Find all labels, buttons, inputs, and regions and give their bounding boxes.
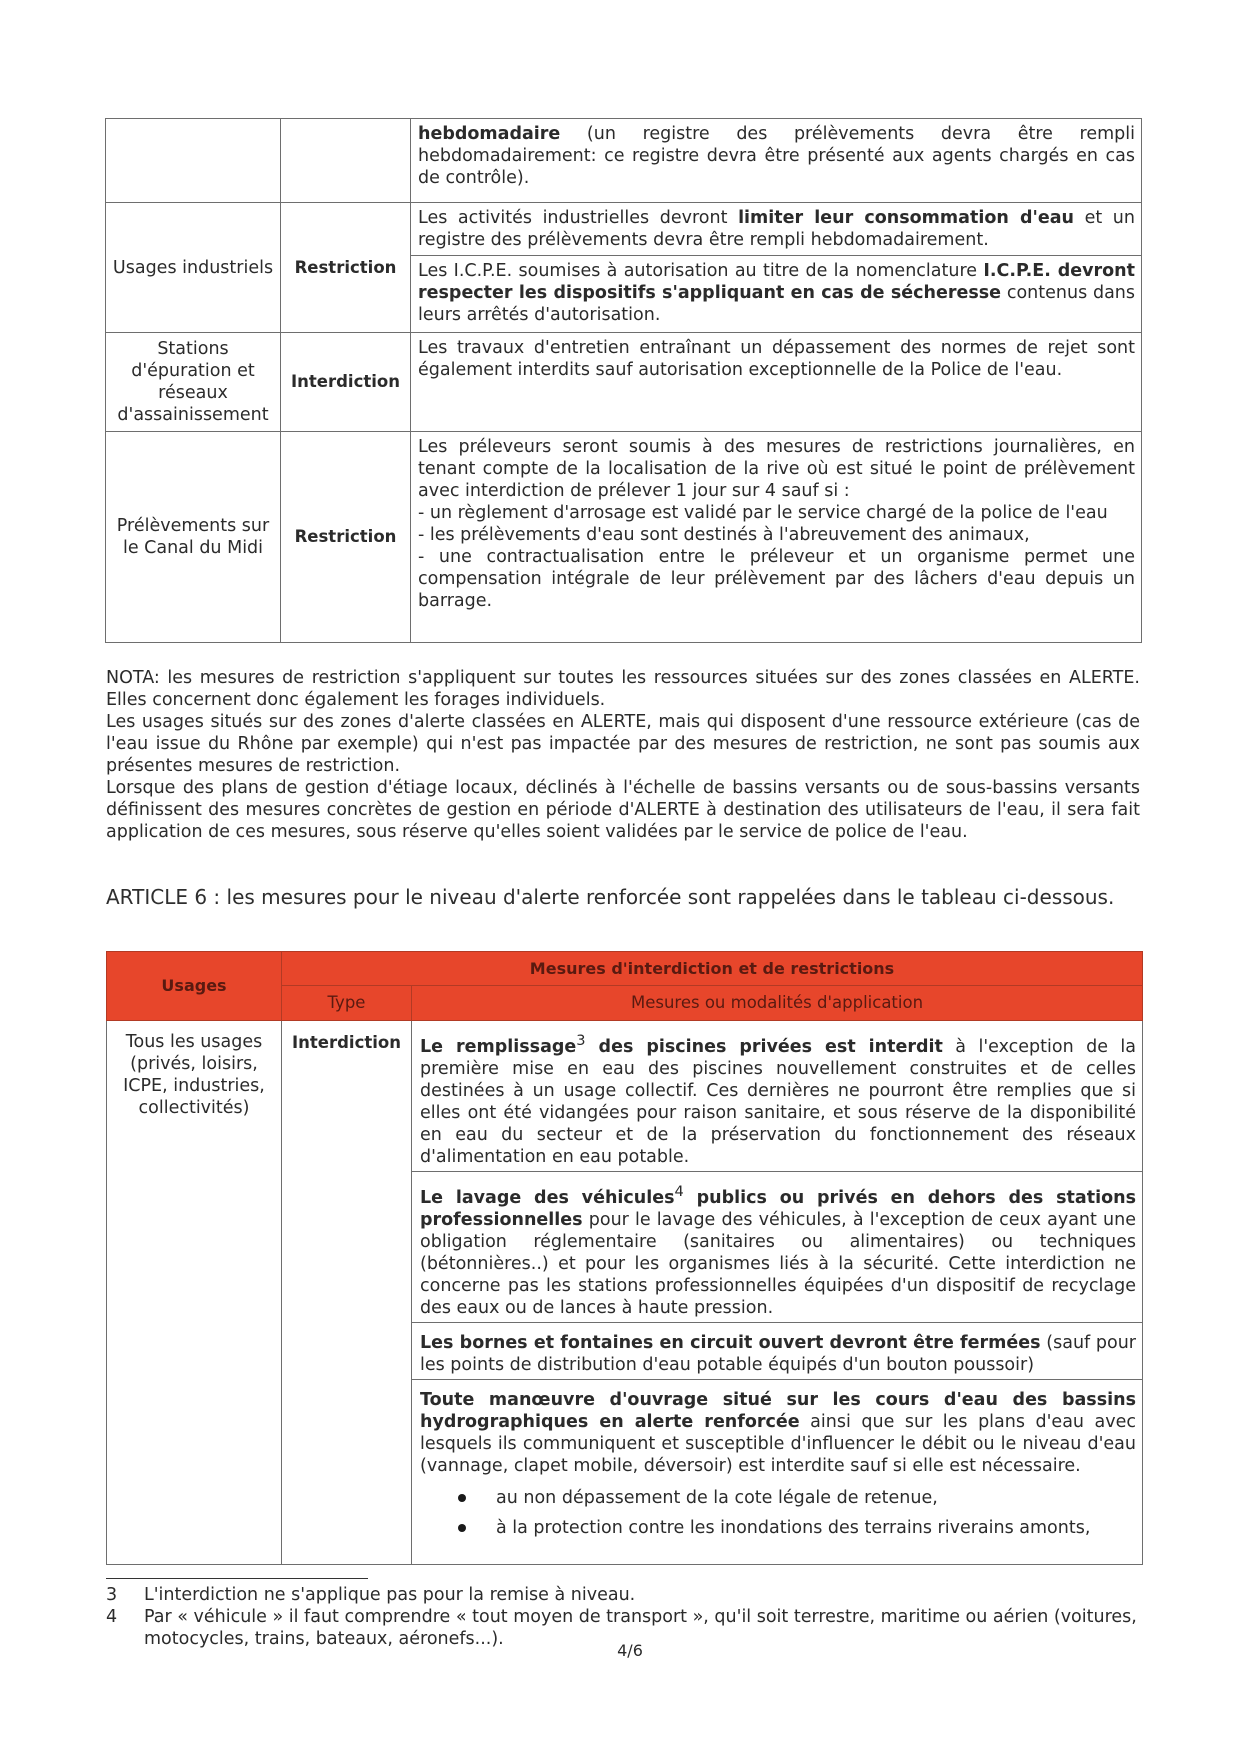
mesure-bold-text: hebdomadaire xyxy=(418,124,561,144)
header-modalites: Mesures ou modalités d'application xyxy=(412,986,1143,1021)
mesure-text: et un registre des prélèvements devra être rempli hebdomadairement. xyxy=(418,208,1135,250)
mesure-line: - un règlement d'arrosage est validé par le service chargé de la police de l'eau xyxy=(418,503,1108,523)
type-label: Interdiction xyxy=(281,333,411,432)
mesure-bold-text: limiter leur consommation d'eau xyxy=(738,208,1074,228)
footnote-ref: 3 xyxy=(576,1032,586,1049)
mesure-text: contenus dans leurs arrêtés d'autorisation. xyxy=(418,283,1136,325)
footnote-text: Par « véhicule » il faut comprendre « tout moyen de transport », qu'il soit terrestre, maritime ou aérien (voitures, motocycles, trains, bateaux, aéronefs...). xyxy=(144,1607,1137,1649)
table-cell-mesure xyxy=(412,1322,1143,1379)
table-header-row xyxy=(107,952,1143,986)
mesure-bold-text: des piscines privées est interdit xyxy=(585,1036,943,1057)
mesure-text: ainsi que sur les plans d'eau avec lesquels ils communiquent et susceptible d'influencer le débit ou le niveau d'eau (vannage, clapet mobile, déversoir) est interdite sauf si elle est nécessaire. xyxy=(420,1411,1137,1476)
mesure-bold-text: Le remplissage xyxy=(420,1036,577,1057)
footnote-number: 4 xyxy=(106,1607,118,1627)
mesure-text: Les I.C.P.E. soumises à autorisation au titre de la nomenclature xyxy=(418,261,984,281)
nota-paragraph: Les usages situés sur des zones d'alerte classées en ALERTE, mais qui disposent d'une ressource extérieure (cas de l'eau issue du Rhône par exemple) qui n'est pas impactée par des mesures de restriction, ne sont pas soumis aux présentes mesures de restriction. xyxy=(106,712,1140,776)
table-cell-mesure xyxy=(412,1021,1143,1172)
mesure-bold-text: I.C.P.E. devront respecter les dispositifs s'appliquant en cas de sécheresse xyxy=(418,261,1135,303)
footnote-text: L'interdiction ne s'applique pas pour la remise à niveau. xyxy=(144,1585,636,1605)
bullet-item: à la protection contre les inondations des terrains riverains amonts, xyxy=(454,1513,1136,1543)
mesure-bold-text: Le lavage des véhicules xyxy=(420,1187,675,1208)
header-usages: Usages xyxy=(107,952,282,1021)
nota-paragraph: NOTA: les mesures de restriction s'appliquent sur toutes les ressources situées sur des zones classées en ALERTE. Elles concernent donc également les forages individuels. xyxy=(106,668,1140,710)
table-row xyxy=(106,203,1142,256)
nota-block xyxy=(106,667,1140,843)
usage-label: Usages industriels xyxy=(106,203,281,333)
footnote-ref: 4 xyxy=(674,1182,684,1200)
table-row xyxy=(106,333,1142,432)
table-cell-usage xyxy=(106,119,281,203)
alerte-renforcee-table xyxy=(106,951,1143,1565)
header-type: Type xyxy=(282,986,412,1021)
mesure-text: (un registre des prélèvements devra être rempli hebdomadairement: ce registre devra être présenté aux agents chargés en cas de contrôle). xyxy=(418,124,1135,188)
mesure-line: - les prélèvements d'eau sont destinés à l'abreuvement des animaux, xyxy=(418,525,1030,545)
restrictions-table-continued xyxy=(105,118,1142,643)
mesure-line: Les préleveurs seront soumis à des mesures de restrictions journalières, en tenant compte de la localisation de la rive où est situé le point de prélèvement avec interdiction de prélever 1 jour sur 4 sauf si : xyxy=(418,437,1135,501)
article-6-heading: ARTICLE 6 : les mesures pour le niveau d'alerte renforcée sont rappelées dans le tableau ci-dessous. xyxy=(106,885,1115,909)
bullet-list xyxy=(454,1483,1136,1543)
mesure-text: à l'exception de la première mise en eau des piscines nouvellement construites et de celles destinées à un usage collectif. Ces dernières ne pourront être remplies que si elles ont été vidangées pour raison sanitaire, et sous réserve de la disponibilité en eau du secteur et de la préservation du fonctionnement des réseaux d'alimentation en eau potable. xyxy=(420,1036,1136,1167)
table-cell-mesure xyxy=(412,1171,1143,1322)
table-row xyxy=(106,432,1142,643)
page-number: 4/6 xyxy=(617,1641,643,1660)
usage-label: Prélèvements sur le Canal du Midi xyxy=(106,432,281,643)
mesure-bold-text: Toute manœuvre d'ouvrage situé sur les cours d'eau des bassins hydrographiques en alerte renforcée xyxy=(420,1389,1136,1432)
table-cell-mesure xyxy=(411,203,1142,256)
table-row xyxy=(106,119,1142,203)
footnote-divider xyxy=(106,1578,368,1579)
bullet-item: au non dépassement de la cote légale de retenue, xyxy=(454,1483,1136,1513)
table-cell-mesure: Les travaux d'entretien entraînant un dépassement des normes de rejet sont également interdits sauf autorisation exceptionnelle de la Police de l'eau. xyxy=(411,333,1142,432)
table-cell-mesure xyxy=(412,1379,1143,1564)
table-row xyxy=(107,1021,1143,1172)
header-mesures: Mesures d'interdiction et de restrictions xyxy=(282,952,1143,986)
usage-label: Stations d'épuration et réseaux d'assainissement xyxy=(106,333,281,432)
table-cell-type xyxy=(281,119,411,203)
type-label: Restriction xyxy=(281,432,411,643)
table-cell-mesure xyxy=(411,432,1142,643)
footnote-item xyxy=(106,1584,1146,1606)
nota-paragraph: Lorsque des plans de gestion d'étiage locaux, déclinés à l'échelle de bassins versants ou de sous-bassins versants définissent des mesures concrètes de gestion en période d'ALERTE à destination des utilisateurs de l'eau, il sera fait application de ces mesures, sous réserve qu'elles soient validées par le service de police de l'eau. xyxy=(106,778,1140,842)
mesure-text: Les activités industrielles devront xyxy=(418,208,739,228)
table-cell-mesure xyxy=(411,119,1142,203)
usage-label: Tous les usages (privés, loisirs, ICPE, industries, collectivités) xyxy=(107,1021,282,1565)
type-label: Interdiction xyxy=(282,1021,412,1565)
footnote-number: 3 xyxy=(106,1585,118,1605)
mesure-text: (sauf pour les points de distribution d'eau potable équipés d'un bouton poussoir) xyxy=(420,1332,1137,1375)
type-label: Restriction xyxy=(281,203,411,333)
mesure-bold-text: publics ou privés en dehors des stations professionnelles xyxy=(420,1187,1136,1230)
mesure-bold-text: Les bornes et fontaines en circuit ouvert devront être fermées xyxy=(420,1332,1041,1353)
mesure-line: - une contractualisation entre le préleveur et un organisme permet une compensation intégrale de leur prélèvement par des lâchers d'eau depuis un barrage. xyxy=(418,547,1135,611)
mesure-text: pour le lavage des véhicules, à l'exception de ceux ayant une obligation réglementaire (sanitaires ou alimentaires) ou techniques (bétonnières..) et pour les organismes liés à la sécurité. Cette interdiction ne concerne pas les stations professionnelles équipées d'un dispositif de recyclage des eaux ou de lances à haute pression. xyxy=(420,1209,1136,1318)
table-cell-mesure xyxy=(411,256,1142,333)
